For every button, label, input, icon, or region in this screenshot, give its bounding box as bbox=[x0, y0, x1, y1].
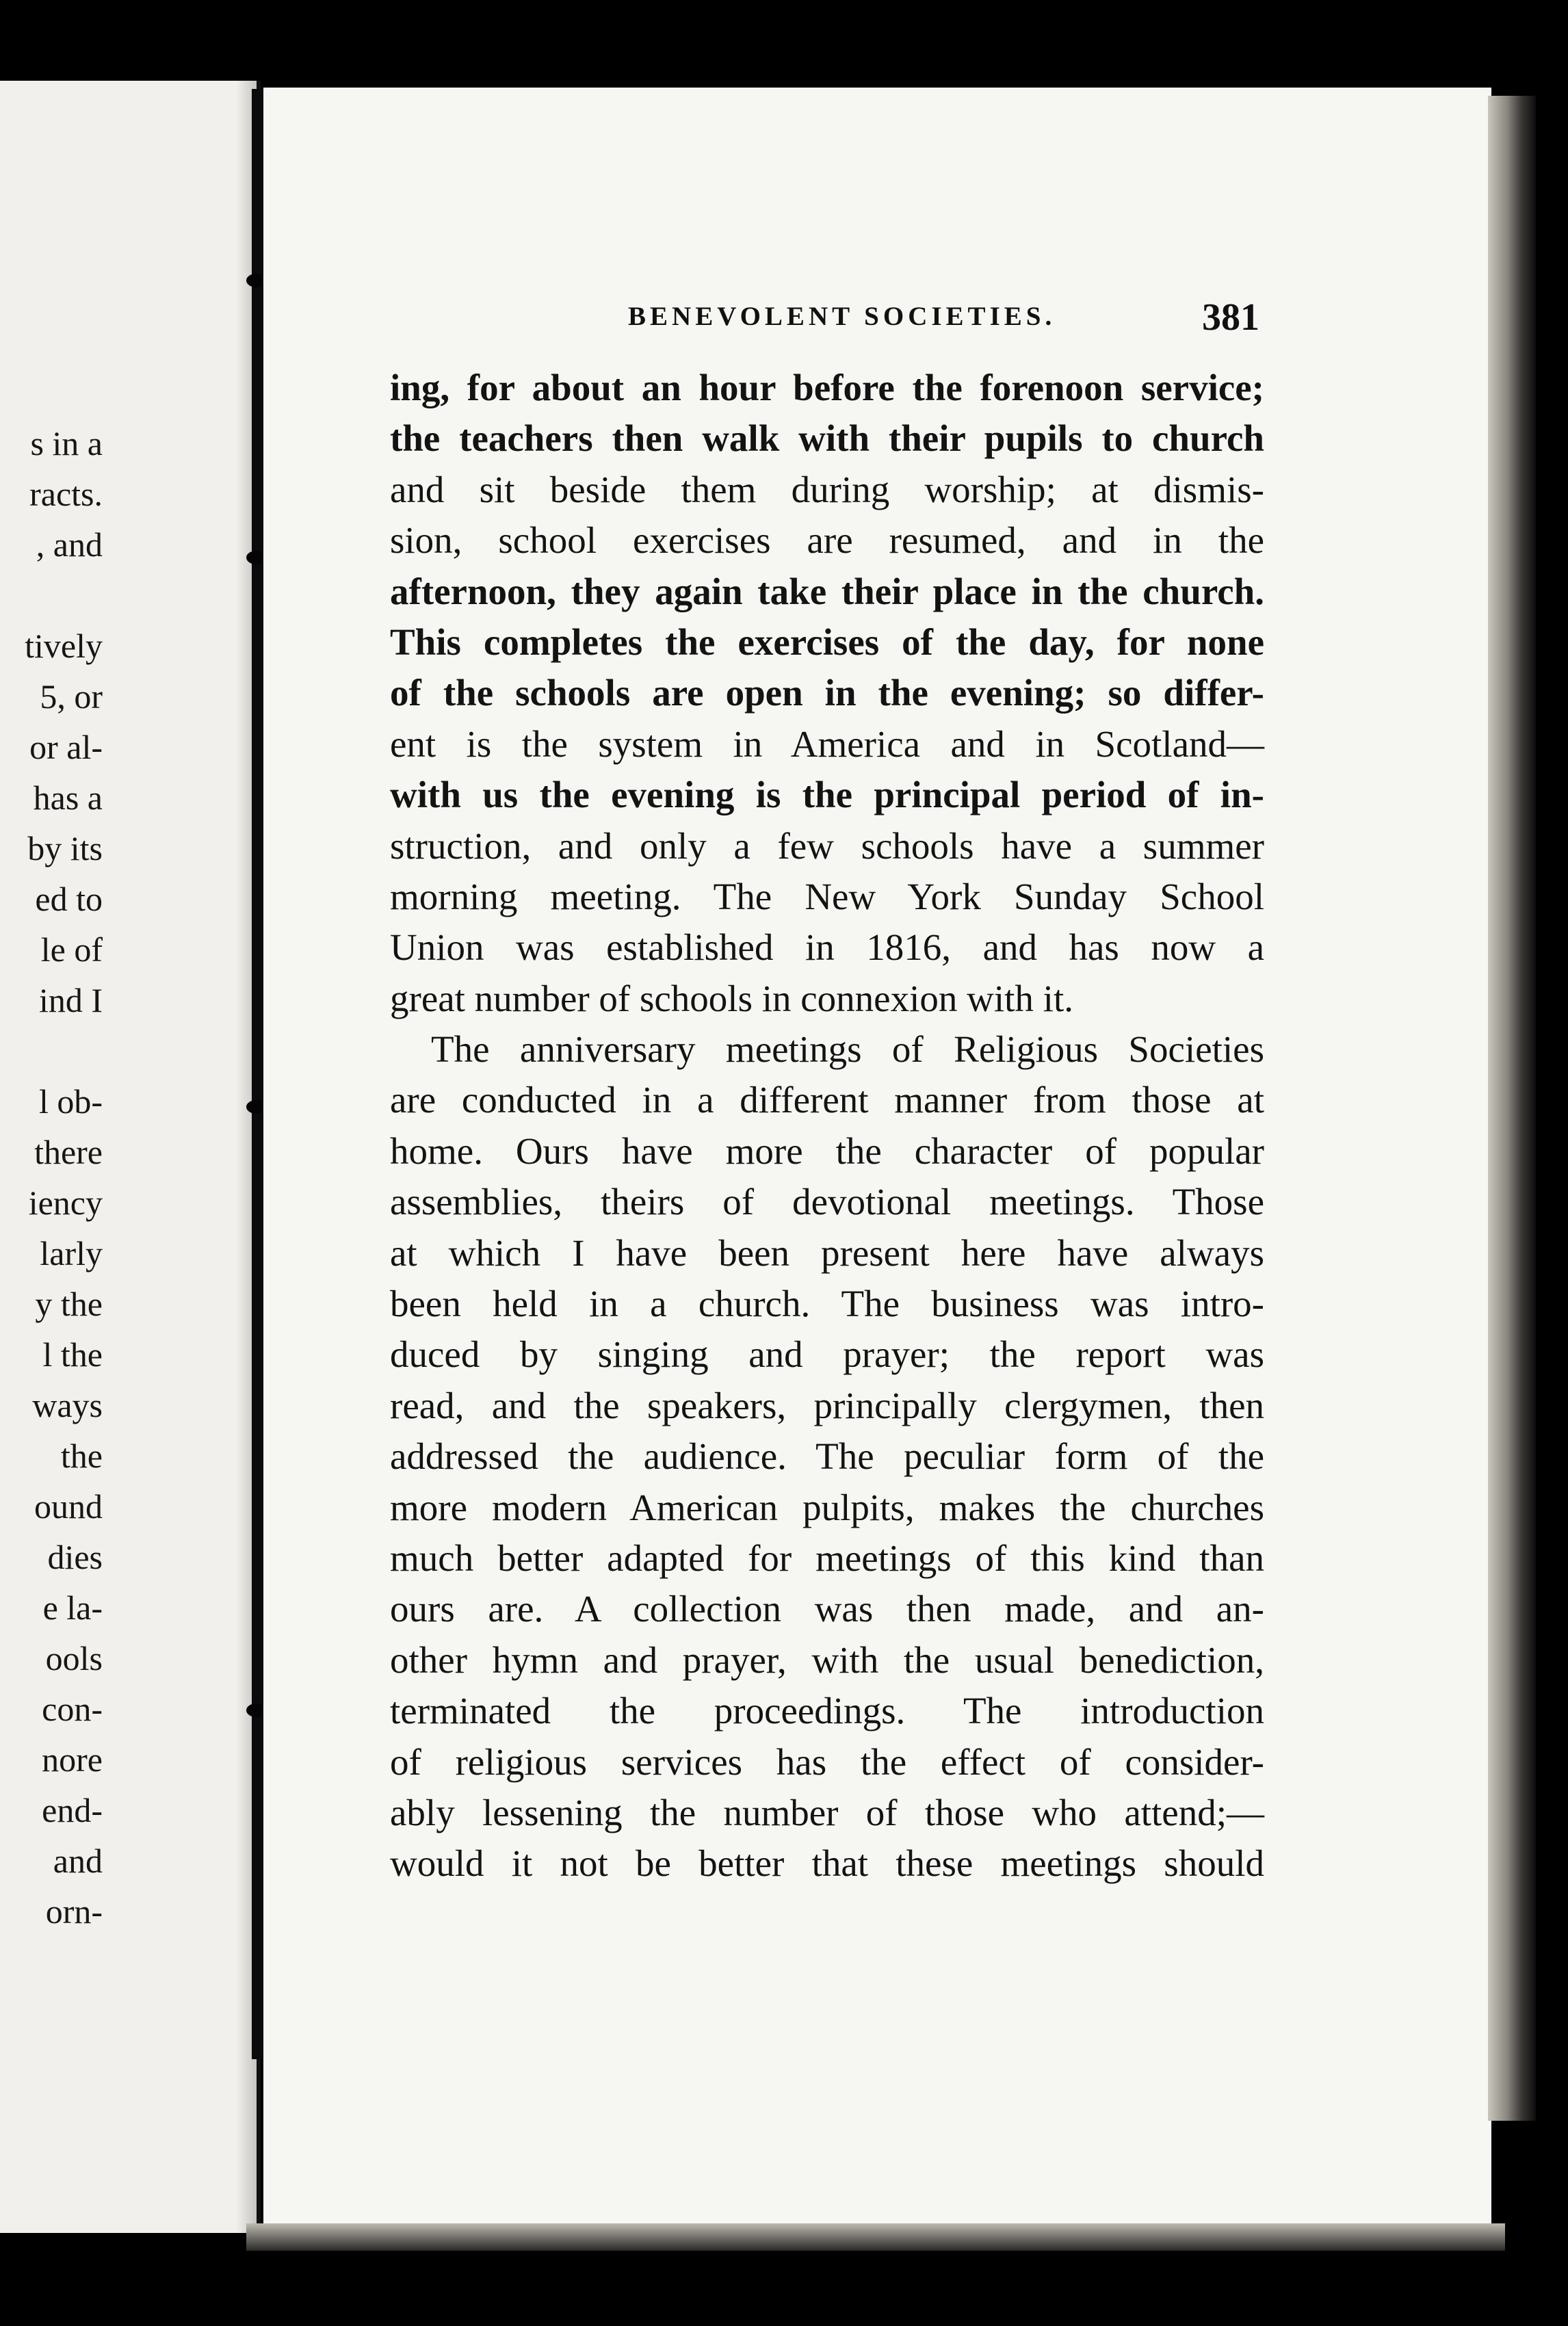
text-line: the teachers then walk with their pupils to church bbox=[390, 417, 1264, 460]
left-page-line: racts. bbox=[29, 475, 103, 513]
left-page-line: there bbox=[34, 1133, 103, 1171]
text-line: much better adapted for meetings of this kind than bbox=[390, 1537, 1264, 1579]
left-page-line: l the bbox=[42, 1335, 103, 1374]
text-line: great number of schools in connexion with it. bbox=[390, 977, 1073, 1019]
left-page-line: ind I bbox=[38, 981, 103, 1019]
text-line: would it not be better that these meetings should bbox=[390, 1842, 1264, 1885]
left-page-line: e la- bbox=[42, 1589, 103, 1627]
text-line: afternoon, they again take their place in the church. bbox=[390, 570, 1264, 612]
left-page-line: the bbox=[60, 1437, 103, 1475]
left-page-line: ways bbox=[32, 1386, 103, 1424]
left-page-line: and bbox=[53, 1842, 103, 1880]
text-line: morning meeting. The New York Sunday School bbox=[390, 875, 1264, 917]
left-page-line: has a bbox=[33, 779, 103, 817]
text-line: ing, for about an hour before the forenoon service; bbox=[390, 367, 1264, 408]
running-head: BENEVOLENT SOCIETIES. bbox=[628, 302, 1056, 331]
left-page-line: ools bbox=[45, 1639, 103, 1677]
left-page-line: nore bbox=[42, 1740, 103, 1779]
book-spine bbox=[252, 89, 263, 2059]
text-line: and sit beside them during worship; at dismis- bbox=[390, 468, 1264, 510]
text-line: been held in a church. The business was intro- bbox=[390, 1283, 1264, 1325]
left-page-line: dies bbox=[47, 1538, 103, 1576]
text-line: other hymn and prayer, with the usual benediction, bbox=[390, 1638, 1264, 1681]
text-line: are conducted in a different manner from those at bbox=[390, 1079, 1264, 1121]
page-edge-shadow bbox=[1488, 96, 1536, 2121]
left-page-line: by its bbox=[27, 829, 103, 867]
text-line: terminated the proceedings. The introduction bbox=[390, 1690, 1264, 1732]
text-line: read, and the speakers, principally clergymen, then bbox=[390, 1384, 1264, 1426]
left-page bbox=[0, 81, 261, 2233]
body-text bbox=[390, 363, 1264, 1890]
text-line: Union was established in 1816, and has now a bbox=[390, 926, 1264, 969]
left-page-line: ound bbox=[34, 1487, 103, 1526]
text-line: ent is the system in America and in Scotland— bbox=[390, 722, 1264, 765]
left-page-line: y the bbox=[35, 1285, 103, 1323]
left-page-line: tively bbox=[25, 627, 103, 665]
left-page-line: con- bbox=[42, 1690, 103, 1728]
left-page-line: or al- bbox=[29, 728, 103, 766]
left-page-line: , and bbox=[36, 525, 103, 564]
left-page-line: iency bbox=[28, 1184, 103, 1222]
left-page-line: le of bbox=[40, 930, 103, 969]
left-page-line: orn- bbox=[45, 1892, 103, 1931]
page-bottom-edge bbox=[246, 2223, 1505, 2251]
text-line: sion, school exercises are resumed, and in the bbox=[390, 519, 1264, 562]
left-page-line: 5, or bbox=[40, 677, 103, 716]
left-page-line: l ob- bbox=[38, 1082, 103, 1121]
text-line: ably lessening the number of those who attend;— bbox=[390, 1791, 1264, 1833]
text-line: of the schools are open in the evening; so differ- bbox=[390, 672, 1264, 714]
text-line: duced by singing and prayer; the report was bbox=[390, 1333, 1264, 1376]
text-line: addressed the audience. The peculiar form of the bbox=[390, 1435, 1264, 1478]
text-line: ours are. A collection was then made, and an- bbox=[390, 1588, 1264, 1630]
paragraph-first-line: The anniversary meetings of Religious Societies bbox=[431, 1028, 1264, 1071]
page-number: 381 bbox=[1202, 296, 1259, 339]
left-page-line: end- bbox=[42, 1791, 103, 1829]
text-line: at which I have been present here have always bbox=[390, 1231, 1264, 1274]
text-line: more modern American pulpits, makes the churches bbox=[390, 1486, 1264, 1528]
left-page-line: s in a bbox=[30, 424, 103, 462]
text-line: assemblies, theirs of devotional meetings. Those bbox=[390, 1181, 1264, 1223]
text-line: struction, and only a few schools have a summer bbox=[390, 824, 1264, 867]
left-page-line: ed to bbox=[35, 880, 103, 918]
text-line: home. Ours have more the character of popular bbox=[390, 1129, 1264, 1172]
text-line: with us the evening is the principal period of in- bbox=[390, 774, 1264, 816]
text-line: of religious services has the effect of consider- bbox=[390, 1740, 1264, 1783]
left-page-line: larly bbox=[40, 1234, 103, 1272]
text-line: This completes the exercises of the day, for none bbox=[390, 620, 1264, 663]
